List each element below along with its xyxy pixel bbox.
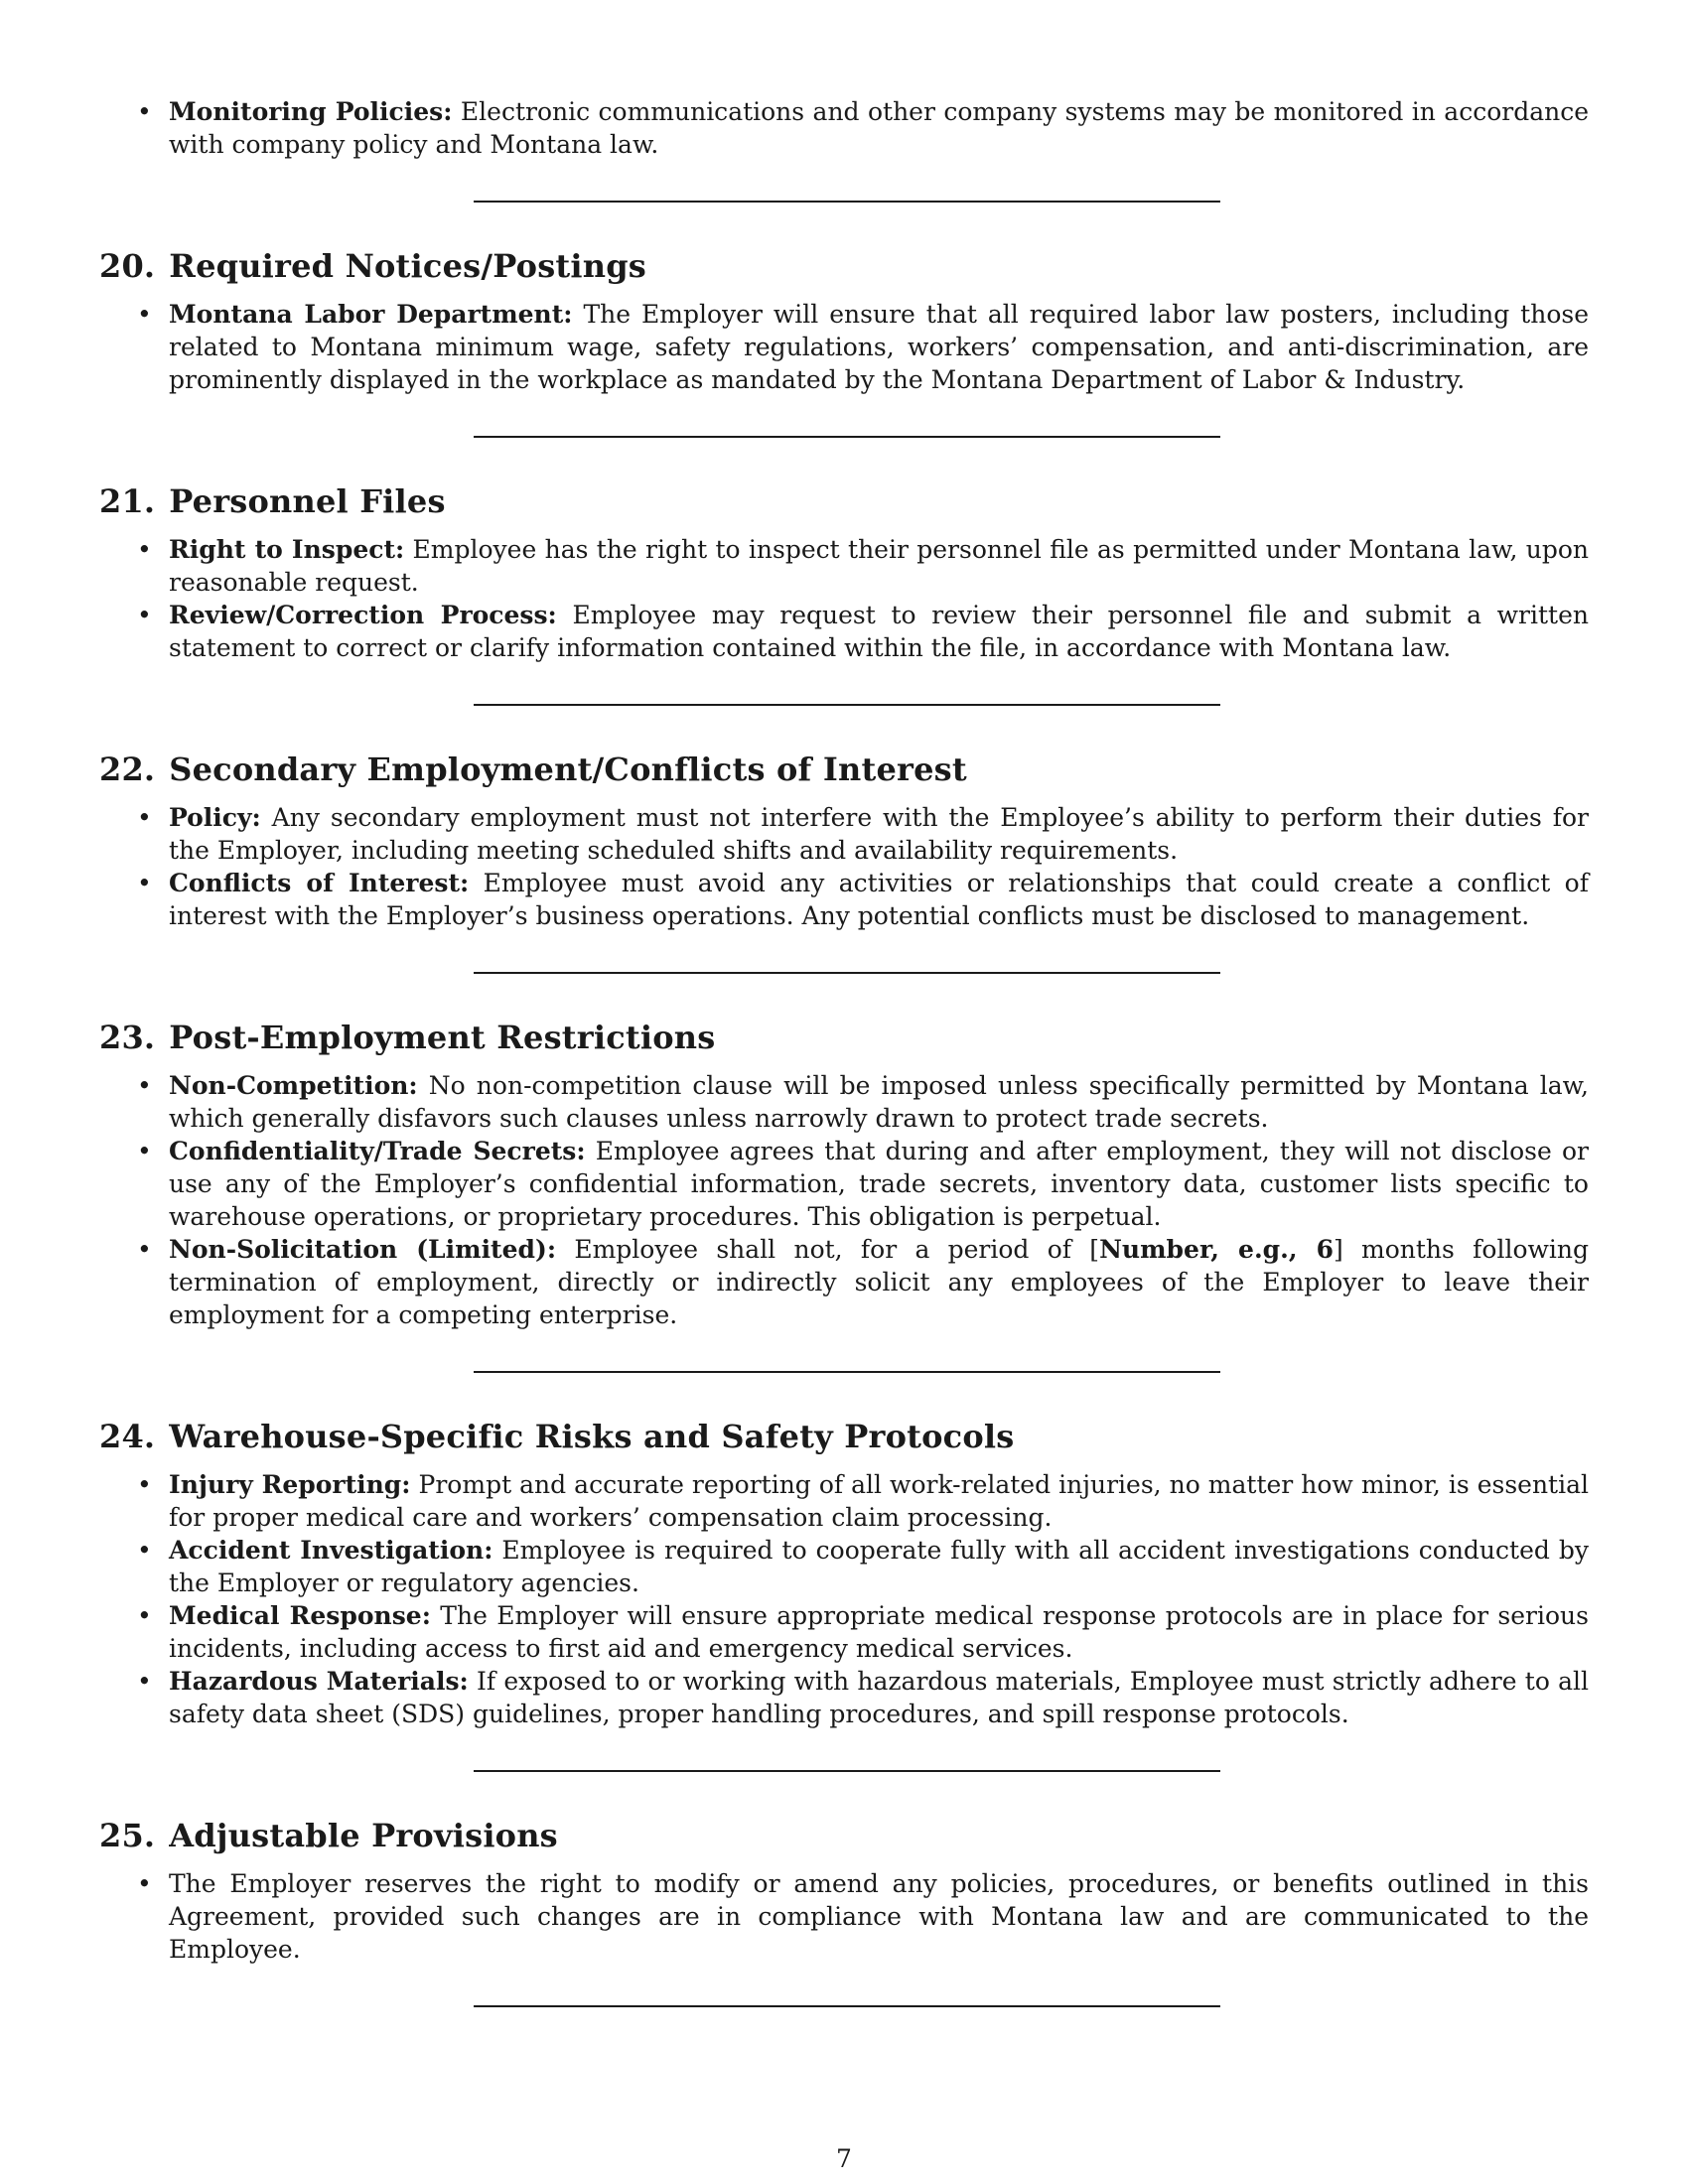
list-item	[99, 1867, 1589, 1966]
bullet-text: Electronic communications and other company systems may be monitored in accordance with company policy and Montana law.	[169, 97, 1590, 159]
bullet-label: Non-Solicitation (Limited):	[169, 1235, 557, 1264]
bullet-label: Right to Inspect:	[169, 535, 405, 564]
section-heading-25	[99, 1816, 1589, 1855]
section-title: Warehouse-Specific Risks and Safety Protocols	[169, 1418, 1015, 1455]
list-item	[99, 1135, 1589, 1233]
bullet-text: Any secondary employment must not interfere with the Employee’s ability to perform their duties for the Employer, including meeting scheduled shifts and availability requirements.	[169, 803, 1589, 865]
list-item	[99, 1468, 1589, 1534]
section-divider	[474, 1770, 1220, 1772]
bullet-list	[99, 1468, 1589, 1730]
bullet-text: Employee may request to review their personnel file and submit a written statement to correct or clarify information contained within the file, in accordance with Montana law.	[169, 601, 1589, 662]
bullet-text: Prompt and accurate reporting of all work-related injuries, no matter how minor, is essential for proper medical care and workers’ compensation claim processing.	[169, 1470, 1590, 1532]
list-item	[99, 1233, 1589, 1331]
section-divider	[474, 704, 1220, 706]
section-heading-20	[99, 246, 1589, 286]
bullet-label: Conflicts of Interest:	[169, 869, 470, 897]
list-item	[99, 801, 1589, 867]
section-divider	[474, 1371, 1220, 1373]
bullet-label: Monitoring Policies:	[169, 97, 453, 126]
bullet-label: Injury Reporting:	[169, 1470, 411, 1499]
list-item	[99, 95, 1589, 161]
bullet-label: Review/Correction Process:	[169, 601, 557, 629]
placeholder-value: Number, e.g., 6	[1099, 1235, 1334, 1264]
bullet-label: Non-Competition:	[169, 1071, 418, 1100]
bullet-list	[99, 95, 1589, 161]
section-heading-24	[99, 1417, 1589, 1456]
section-heading-22	[99, 750, 1589, 789]
list-item	[99, 599, 1589, 664]
section-divider	[474, 201, 1220, 203]
section-number: 23.	[99, 1019, 156, 1056]
bullet-label: Montana Labor Department:	[169, 300, 573, 329]
list-item	[99, 1665, 1589, 1730]
bullet-text: If exposed to or working with hazardous materials, Employee must strictly adhere to all safety data sheet (SDS) guidelines, proper handling procedures, and spill response protocols.	[169, 1667, 1589, 1728]
section-heading-21	[99, 481, 1589, 521]
section-divider	[474, 2005, 1220, 2007]
bullet-text: Employee agrees that during and after employment, they will not disclose or use any of the Employer’s confidential information, trade secrets, inventory data, customer lists specific to warehouse operations, or proprietary procedures. This obligation is perpetual.	[169, 1137, 1589, 1231]
bullet-label: Accident Investigation:	[169, 1536, 493, 1565]
bullet-label: Confidentiality/Trade Secrets:	[169, 1137, 586, 1165]
bullet-text: Employee is required to cooperate fully with all accident investigations conducted by the Employer or regulatory agencies.	[169, 1536, 1589, 1597]
bullet-list	[99, 1867, 1589, 1966]
section-heading-23	[99, 1018, 1589, 1057]
list-item	[99, 867, 1589, 932]
bullet-list	[99, 533, 1589, 664]
page-number: 7	[836, 2144, 852, 2173]
bullet-text: The Employer will ensure appropriate medical response protocols are in place for serious incidents, including access to first aid and emergency medical services.	[169, 1601, 1589, 1663]
list-item	[99, 298, 1589, 396]
bullet-label: Policy:	[169, 803, 261, 832]
section-number: 20.	[99, 247, 156, 285]
list-item	[99, 1069, 1589, 1135]
bullet-text: No non-competition clause will be imposed unless specifically permitted by Montana law, which generally disfavors such clauses unless narrowly drawn to protect trade secrets.	[169, 1071, 1589, 1133]
list-item	[99, 1599, 1589, 1665]
section-divider	[474, 972, 1220, 974]
bullet-text: Employee shall not, for a period of [	[556, 1235, 1100, 1264]
document-page	[99, 95, 1589, 2007]
bullet-text: The Employer reserves the right to modify or amend any policies, procedures, or benefits outlined in this Agreement, provided such changes are in compliance with Montana law and are communicated to the Employee.	[169, 1869, 1589, 1964]
bullet-list	[99, 801, 1589, 932]
section-title: Required Notices/Postings	[169, 247, 646, 285]
bullet-text: Employee must avoid any activities or relationships that could create a conflict of interest with the Employer’s business operations. Any potential conflicts must be disclosed to management.	[169, 869, 1589, 930]
section-title: Secondary Employment/Conflicts of Interest	[169, 751, 967, 788]
bullet-list	[99, 298, 1589, 396]
section-number: 21.	[99, 482, 156, 520]
bullet-text: ] months following termination of employment, directly or indirectly solicit any employees of the Employer to leave their employment for a competing enterprise.	[169, 1235, 1589, 1329]
section-title: Personnel Files	[169, 482, 446, 520]
list-item	[99, 533, 1589, 599]
list-item	[99, 1534, 1589, 1599]
bullet-text: The Employer will ensure that all required labor law posters, including those related to Montana minimum wage, safety regulations, workers’ compensation, and anti-discrimination, are prominently displayed in the workplace as mandated by the Montana Department of Labor & Industry.	[169, 300, 1589, 394]
bullet-label: Medical Response:	[169, 1601, 431, 1630]
section-number: 25.	[99, 1817, 156, 1854]
section-divider	[474, 436, 1220, 438]
bullet-text: Employee has the right to inspect their personnel file as permitted under Montana law, upon reasonable request.	[169, 535, 1589, 597]
section-title: Adjustable Provisions	[169, 1817, 558, 1854]
section-number: 24.	[99, 1418, 156, 1455]
section-title: Post-Employment Restrictions	[169, 1019, 716, 1056]
bullet-label: Hazardous Materials:	[169, 1667, 469, 1696]
section-number: 22.	[99, 751, 156, 788]
bullet-list	[99, 1069, 1589, 1331]
